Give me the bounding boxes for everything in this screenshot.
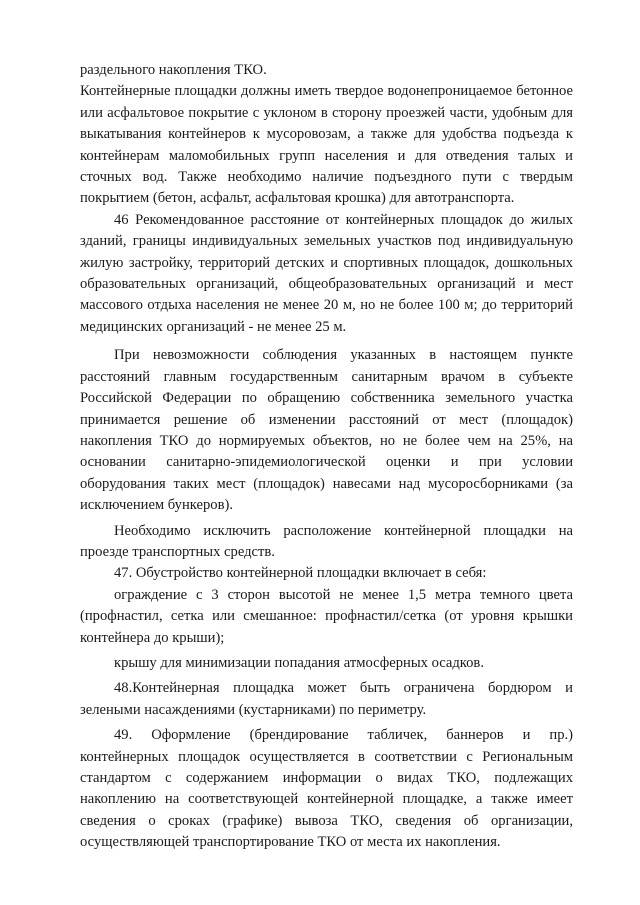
paragraph-continuation: раздельного накопления ТКО. (80, 62, 267, 78)
paragraph-distance-exception: При невозможности соблюдения указанных в настоящем пункте расстояний главным государственным санитарным врачом в субъекте Российской Федерации по обращению собственника земельного участка принимается решение об изменении расстояний от мест (площадок) накопления ТКО до нормируемых объектов, но не более чем на 25%, на основании санитарно-эпидемиологической оценки и при условии оборудования таких мест (площадок) навесами над мусоросборниками (за исключением бункеров). (80, 347, 573, 514)
document-page (80, 60, 573, 854)
paragraph-container-surface: Контейнерные площадки должны иметь твердое водонепроницаемое бетонное или асфальтовое покрытие с уклоном в сторону проезжей части, удобным для выкатывания контейнеров к мусоровозам, а также для удобства подъезда к контейнерам маломобильных групп населения и для отведения талых и сточных вод. Также необходимо наличие подъездного пути с твердым покрытием (бетон, асфальт, асфальтовая крошка) для автотранспорта. (80, 83, 573, 207)
paragraph-item-48: 48.Контейнерная площадка может быть ограничена бордюром и зелеными насаждениями (кустарниками) по периметру. (80, 680, 573, 718)
paragraph-fencing: ограждение с 3 сторон высотой не менее 1,5 метра темного цвета (профнастил, сетка или смешанное: профнастил/сетка (от уровня крышки контейнера до крыши); (80, 586, 573, 646)
paragraph-exclude-roadway: Необходимо исключить расположение контейнерной площадки на проезде транспортных средств. (80, 522, 573, 560)
paragraph-item-49: 49. Оформление (брендирование табличек, баннеров и пр.) контейнерных площадок осуществляется в соответствии с Региональным стандартом с содержанием информации о видах ТКО, подлежащих накоплению на соответствующей контейнерной площадке, а также имеет сведения о сроках (графике) вывоза ТКО, сведения об организации, осуществляющей транспортирование ТКО от места их накопления. (80, 727, 573, 851)
paragraph-roof: крышу для минимизации попадания атмосферных осадков. (114, 654, 484, 671)
paragraph-item-47: 47. Обустройство контейнерной площадки включает в себя: (114, 565, 487, 582)
paragraph-item-46: 46 Рекомендованное расстояние от контейнерных площадок до жилых зданий, границы индивидуальных земельных участков под индивидуальную жилую застройку, территорий детских и спортивных площадок, дошкольных образовательных организаций, общеобразовательных организаций и мест массового отдыха населения не менее 20 м, но не более 100 м; до территорий медицинских организаций - не менее 25 м. (80, 211, 573, 335)
